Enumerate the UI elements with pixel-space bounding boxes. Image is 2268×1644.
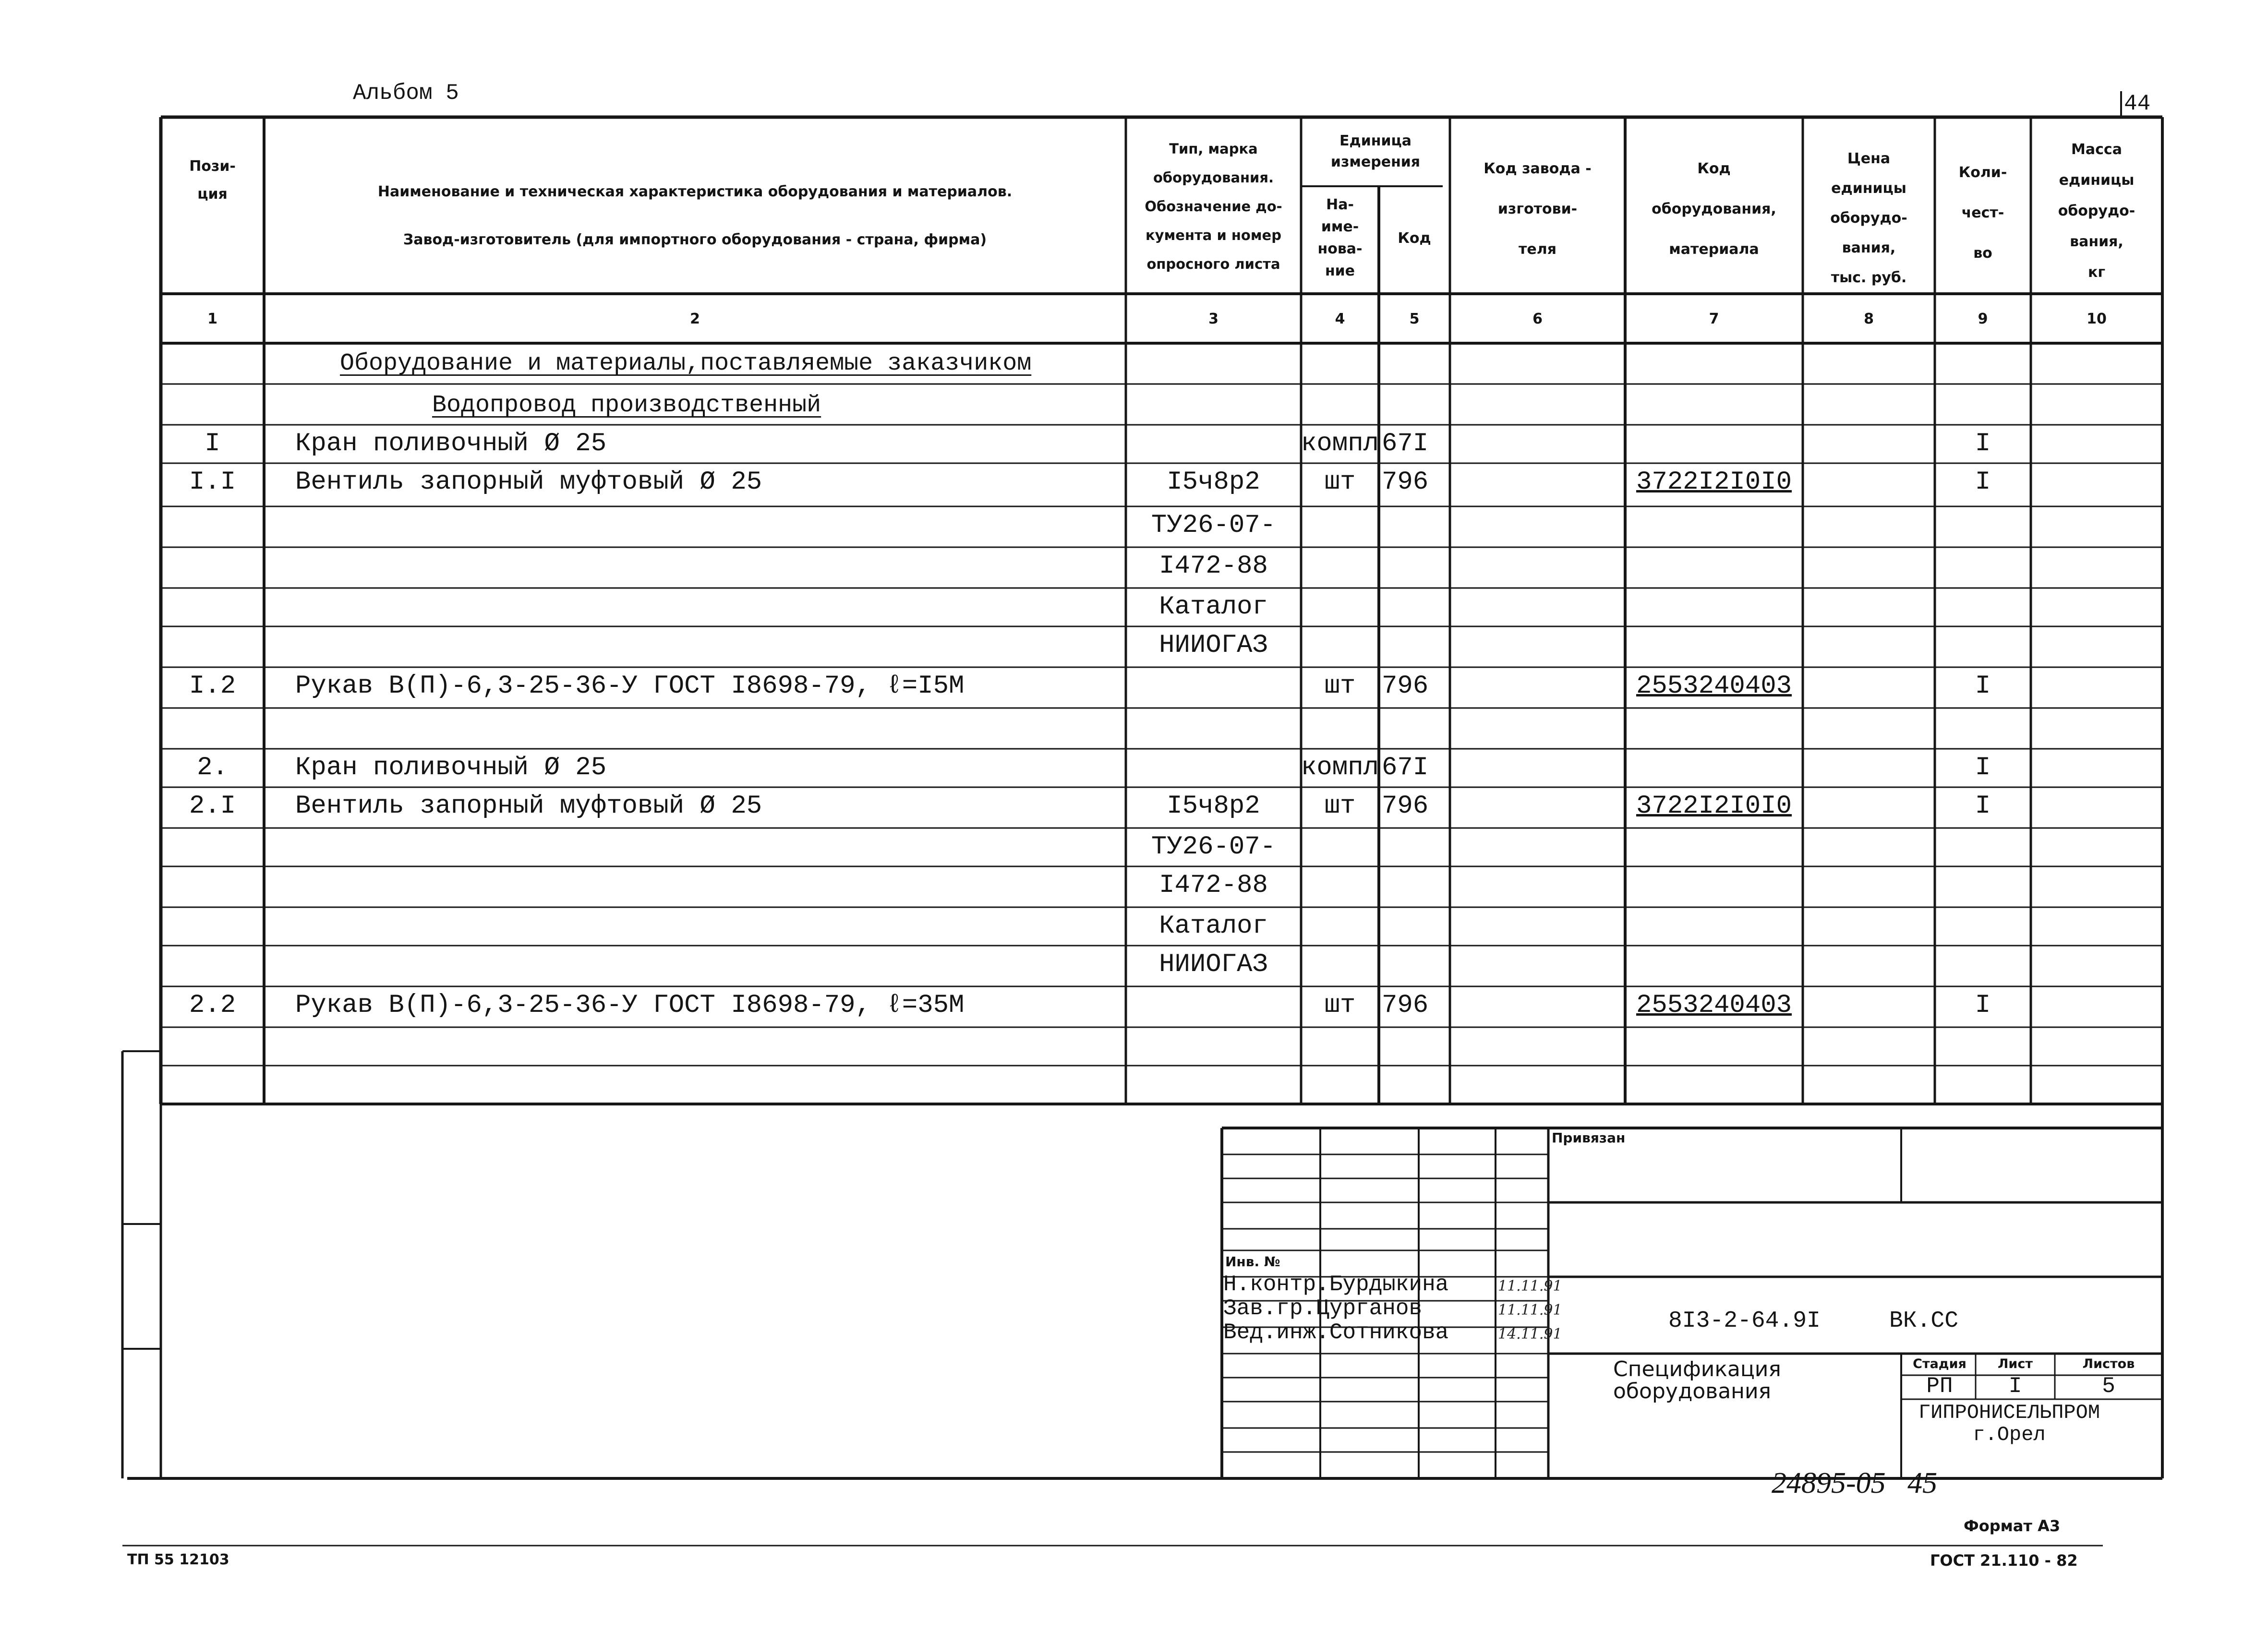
gost-label: ГОСТ 21.110 - 82: [1930, 1551, 2078, 1570]
bottom-left-code: ТП 55 12103: [127, 1551, 229, 1568]
header-unit-name: На- име- нова- ние: [1317, 196, 1363, 279]
row-14-unit: шт: [1324, 991, 1356, 1020]
row-6-name: Рукав В(П)-6,3-25-36-У ГОСТ I8698-79, ℓ=I5М: [295, 672, 965, 701]
row-1-unit: шт: [1324, 468, 1356, 497]
colnum-1: 1: [207, 311, 217, 327]
row-14-qty: I: [1975, 991, 1991, 1020]
stage-label: Стадия: [1913, 1356, 1966, 1371]
row-1-qty: I: [1975, 468, 1991, 497]
row-6-ucode: 796: [1382, 672, 1429, 701]
row-6-pos: I.2: [189, 672, 236, 701]
signer-1-role-name: Зав.гр.Цурганов: [1223, 1296, 1423, 1321]
row-14-pos: 2.2: [189, 991, 236, 1020]
album-label: Альбом 5: [353, 81, 459, 106]
sheet-label: Лист: [1998, 1356, 2033, 1371]
sheet-value: I: [2008, 1374, 2022, 1399]
header-unit-group: Единица измерения: [1330, 132, 1421, 170]
row-11-type: I472-88: [1159, 871, 1268, 900]
row-4-type: Каталог: [1159, 592, 1268, 622]
row-9-name: Вентиль запорный муфтовый Ø 25: [295, 792, 762, 821]
privyazan-label: Привязан: [1552, 1130, 1626, 1146]
handwritten-number: 24895-05 45: [1772, 1467, 1938, 1500]
header-unit-code: Код: [1398, 230, 1431, 247]
header-name: Наименование и техническая характеристика оборудования и материалов. Завод-изготовитель (для импортного оборудования - страна, фирма): [377, 183, 1013, 248]
row-0-unit: компл: [1301, 429, 1379, 458]
row-2-type: ТУ26-07-: [1151, 511, 1276, 540]
row-9-code: 3722I2I0I0: [1636, 792, 1792, 821]
row-0-pos: I: [205, 429, 220, 458]
row-9-pos: 2.I: [189, 792, 236, 821]
header-pos: Пози- ция: [189, 158, 236, 203]
row-1-ucode: 796: [1382, 468, 1429, 497]
row-0-name: Кран поливочный Ø 25: [295, 429, 607, 458]
row-8-name: Кран поливочный Ø 25: [295, 753, 607, 782]
row-14-code: 2553240403: [1636, 991, 1792, 1020]
sheets-label: Листов: [2082, 1356, 2135, 1371]
row-14-ucode: 796: [1382, 991, 1429, 1020]
colnum-9: 9: [1978, 311, 1988, 327]
org-name: ГИПРОНИСЕЛЬПРОМ г.Орел: [1918, 1401, 2100, 1446]
row-0-ucode: 67I: [1382, 429, 1429, 458]
row-9-type: I5ч8р2: [1167, 792, 1260, 821]
colnum-3: 3: [1208, 311, 1218, 327]
sheets-value: 5: [2102, 1374, 2115, 1399]
row-3-type: I472-88: [1159, 552, 1268, 581]
row-6-code: 2553240403: [1636, 672, 1792, 701]
header-qty: Коли- чест- во: [1958, 164, 2007, 262]
signer-1-date: 11.11.91: [1498, 1302, 1562, 1319]
row-9-unit: шт: [1324, 792, 1356, 821]
row-1-code: 3722I2I0I0: [1636, 468, 1792, 497]
row-6-unit: шт: [1324, 672, 1356, 701]
colnum-7: 7: [1709, 311, 1719, 327]
colnum-4: 4: [1335, 311, 1345, 327]
colnum-10: 10: [2087, 311, 2107, 327]
row-8-pos: 2.: [197, 753, 228, 782]
row-5-type: НИИОГАЗ: [1159, 631, 1268, 660]
row-1-pos: I.I: [189, 468, 236, 497]
header-factory: Код завода - изготови- теля: [1484, 160, 1592, 258]
header-mass: Масса единицы оборудо- вания, кг: [2058, 141, 2135, 281]
signer-2-date: 14.11.91: [1498, 1326, 1562, 1343]
colnum-8: 8: [1864, 311, 1874, 327]
row-10-type: ТУ26-07-: [1151, 832, 1276, 862]
row-6-qty: I: [1975, 672, 1991, 701]
row-8-unit: компл: [1301, 753, 1379, 782]
colnum-5: 5: [1409, 311, 1420, 327]
row-8-ucode: 67I: [1382, 753, 1429, 782]
row-13-type: НИИОГАЗ: [1159, 950, 1268, 979]
subsection-title: Водопровод производственный: [432, 392, 821, 419]
doc-mark: ВК.СС: [1889, 1308, 1959, 1334]
signer-2-role-name: Вед.инж.Сотникова: [1223, 1320, 1449, 1345]
doc-title: Спецификация оборудования: [1613, 1357, 1781, 1404]
row-9-ucode: 796: [1382, 792, 1429, 821]
colnum-2: 2: [690, 311, 700, 327]
inv-no-label: Инв. №: [1225, 1254, 1280, 1270]
signer-0-date: 11.11.91: [1498, 1278, 1562, 1295]
header-price: Цена единицы оборудо- вания, тыс. руб.: [1830, 150, 1907, 286]
page-number: 44: [2124, 91, 2151, 116]
signer-0-role-name: Н.контр.Бурдыкина: [1223, 1272, 1449, 1297]
section-title: Оборудование и материалы,поставляемые заказчиком: [340, 350, 1032, 377]
row-12-type: Каталог: [1159, 912, 1268, 941]
header-code: Код оборудования, материала: [1652, 160, 1776, 258]
format-label: Формат А3: [1964, 1517, 2061, 1535]
header-type: Тип, марка оборудования. Обозначение до- кумента и номер опросного листа: [1145, 141, 1282, 272]
row-0-qty: I: [1975, 429, 1991, 458]
doc-code: 8I3-2-64.9I: [1668, 1308, 1821, 1334]
row-9-qty: I: [1975, 792, 1991, 821]
row-1-name: Вентиль запорный муфтовый Ø 25: [295, 468, 762, 497]
row-8-qty: I: [1975, 753, 1991, 782]
row-14-name: Рукав В(П)-6,3-25-36-У ГОСТ I8698-79, ℓ=35М: [295, 991, 965, 1020]
colnum-6: 6: [1532, 311, 1543, 327]
stage-value: РП: [1926, 1374, 1953, 1399]
row-1-type: I5ч8р2: [1167, 468, 1260, 497]
